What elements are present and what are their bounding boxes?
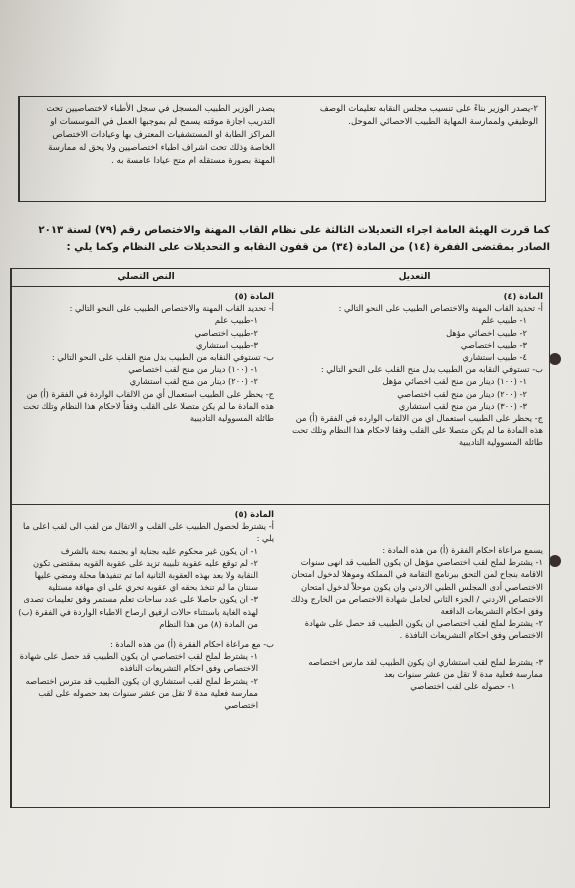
article-number: المادة (٤) <box>503 291 543 301</box>
row2-original-text <box>11 505 280 808</box>
article-number: المادة (٥) <box>234 291 274 301</box>
list-item: ٣- (٣٠٠) دينار من منح لقب استشاري <box>398 400 527 411</box>
row1-amendment <box>280 287 549 504</box>
top-table-left-cell: ٢-يصدر الوزير بناءً على تنسيب مجلس النقابه تعليمات الوصف الوظيفي ولممارسة المهاية الطبيب الاحصائي الموحل. <box>319 104 538 127</box>
list-item: ٢- طبيب اخصائي مؤهل <box>446 327 527 338</box>
list-item: ٢-طبيب اختصاصي <box>194 327 258 338</box>
list-item: ١-طبيب علم <box>214 315 258 326</box>
clause: ب- مع مراعاة احكام الفقرة (أ) من هذه المادة : <box>110 639 274 650</box>
amendment-heading <box>22 222 550 256</box>
clause: يسمع مراعاة احكام الفقرة (أ) من هذه المادة : <box>382 545 543 555</box>
table-row <box>11 505 549 808</box>
header-original-text: النص التصلي <box>11 269 280 286</box>
list-item: ١- (١٠٠) دينار من منح لقب اخصائي مؤهل <box>382 376 527 387</box>
clause: ب- تستوفي النقابه من الطبيب بدل منح القلب على النحو التالي : <box>51 352 274 363</box>
list-item: ١- حصوله على لقب اختصاصي <box>410 681 515 692</box>
header-amendment: التعديل <box>398 272 431 282</box>
table-row <box>11 287 549 505</box>
list-item: ١- يشترط لملح لقب اختصاصي ان يكون الطبيب قد حصل على شهادة الاختصاص وفق احكام التشريعات النافذه <box>19 651 258 674</box>
list-item: ٤- طبيب استشاري <box>462 352 527 363</box>
amendment-table <box>10 268 550 808</box>
list-item: ٣- يشترط لملح لقب استشاري ان يكون الطبيب لقد مارس اختصاصه ممارسة فعلية مدة لا تقل من عشر سنوات بعد <box>308 656 543 679</box>
list-item: ١- ان يكون غير محكوم عليه بجناية او بجنمة بحنة بالشرف <box>60 545 258 556</box>
heading-line-1: كما قررت الهيئة العامة اجراء التعديلات الثالثة على نظام القاب المهنة والاختصاص رقم (٧٩) لسنة ٢٠١٣ <box>38 225 550 236</box>
heading-line-2: الصادر بمقتضى الففرة (١٤) من المادة (٣٤) من قفون النقابه و التحديلات على النظام وكما يلي : <box>66 242 550 253</box>
list-item: ١- يشترط لملح لقب اختصاصي مؤهل ان يكون الطبيب قد انهى سنوات الاقامة بنجاح لمن التحق ببرنامج التقامة في المملكة وموهلا لدخول امتحان الاختصاصي أدى المجلس الطبي الاردني وان يكون موحلاً لدخول امتحان الاختصاص الاردني / الجزء الثاني لحامل شهادة الاختصاص من الخارج وذلك وفق احكام التشريعات الدافعة <box>290 557 543 617</box>
top-table-right-cell: يصدر الوزير الطبيب المسجل في سجل الأطباء لاختصاصيين تحت التدريب اجازة موقته يسمح لم بموجبها العمل في الموسسات او المراكز الطابة او المستشفيات المعترف بها وعيادات الاختصاص الخاصة وذلك تحت اشراف اطباء اختصاصيين ولا يحق له ممارسة المهنة بصورة مستقله ام متح عيادا عامسة به . <box>19 97 282 201</box>
clause: ج- يحظر على الطبيب استعمال اي من الالقاب الوارده في الفقرة (أ) من هذه المادة ما لم يكن متصلا على القلب وفقا لاحكام هذا النظام وتلك تحت طائلة المسوولية التاديبية <box>292 413 543 448</box>
binder-hole <box>549 555 561 567</box>
clause: ب- تستوفي النقابه من الطبيب بدل منح القلب على النحو التالي : <box>320 364 543 375</box>
list-item: ١- (١٠٠) دينار من منح لقب اختصاصي <box>128 364 258 375</box>
clause: ج- يحظر على الطبيب استعمال أي من الالقاب الواردة في الفقرة (أ) من هذه المادة ما لم يكن متصلا على القلب وفقاً لاحكام هذا النظام وتلك تحت طائلة المسوولية التاديبية <box>23 388 274 424</box>
row2-amendment <box>280 505 549 808</box>
clause: أ- تحديد القاب المهنة والاختصاص الطبيب على النحو التالي : <box>338 303 543 314</box>
article-number: المادة (٥) <box>234 509 274 519</box>
clause: أ- يشترط لحصول الطبيب على القلب و الاتقال من لقب الى لقب اعلى ما يلي : <box>22 521 274 544</box>
list-item: ٢- يشترط لملح لقب اختصاصي ان يكون الطبيب قد حصل على شهادة الاختصاص وفق احكام التشريعات النافذة . <box>304 618 543 641</box>
top-table <box>18 96 546 202</box>
table-header <box>11 269 549 287</box>
clause: أ- تحديد القاب المهنة والاختصاص الطبيب على النحو التالي : <box>69 303 274 314</box>
list-item: ٢- لم توقع عليه عقوبة تلبيبة تزيد على عقوبة القويه بمقتضى تكون النقابة ولا بعد بهذه العقوبة الثانية اما تم تنفيذها محلة ومضي عليها سنتان ما لم تنخذ بحقه اي عقوبة تحري على اي مهافة مستلية <box>33 557 258 593</box>
list-item: ٣- طبيب اختصاصي <box>460 339 527 350</box>
row1-original-text <box>11 287 280 504</box>
list-item: ٢- (٢٠٠) دينار من منح لقب استشاري <box>129 376 258 387</box>
binder-hole <box>549 353 561 365</box>
list-item: ٢- يشترط لملح لقب استشاري ان يكون الطبيب قد مترس اختصاصه ممارسة فعلية مدة لا تقل من عشر سنوات بعد حصوله على لقب اختصاصي <box>25 675 258 711</box>
list-item: ٣- ان يكون حاصلا على عدد ساحات تعلم مستمر وفق تعليمات تصدى لهذه الغاية باستثناء حالات ارفيق ارصاح الاطباء الواردة في الفقرة (ب) من المادة (٨) من هذا النظام <box>18 594 258 629</box>
list-item: ٢- (٢٠٠) دينار من منح لقب اختصاصي <box>397 388 527 399</box>
list-item: ٣-طبيب استشاري <box>195 339 258 350</box>
list-item: ١- طبيب علم <box>481 315 527 326</box>
